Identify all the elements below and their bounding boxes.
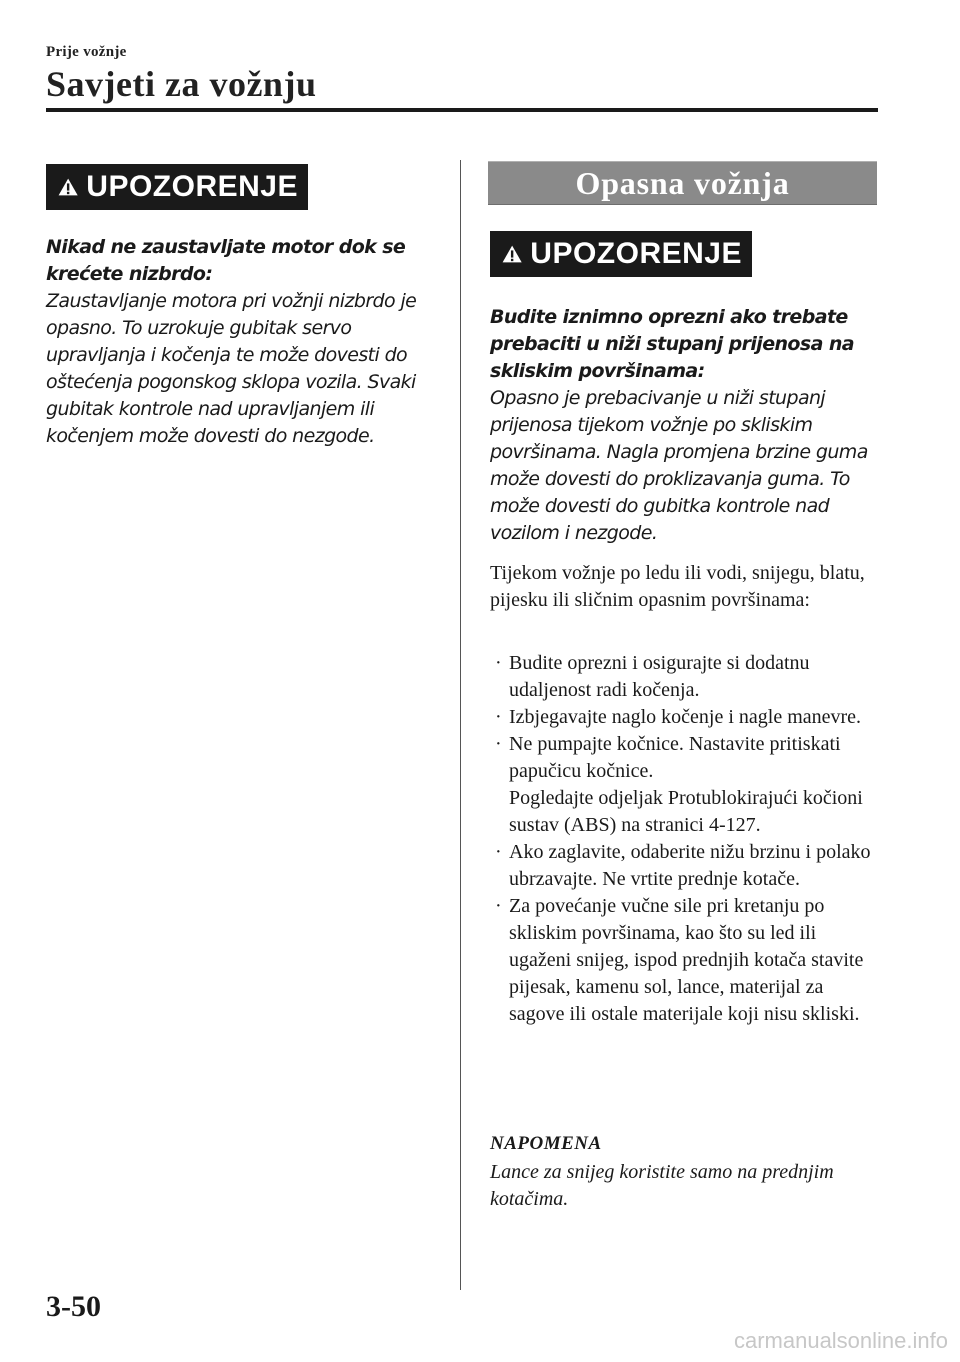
list-item: · Izbjegavajte naglo kočenje i nagle manevre. [495,706,862,728]
note-text: Lance za snijeg koristite samo na prednjim kotačima. [490,1161,834,1210]
page-number: 3-50 [46,1290,101,1323]
page-title: Savjeti za vožnju [46,64,317,104]
section-bar [488,161,877,205]
note-heading: NAPOMENA [490,1133,602,1154]
warning-triangle-icon [502,239,522,269]
list-item: · Ako zaglavite, odaberite nižu brzinu i polako ubrzavajte. Ne vrtite prednje kotače. [495,841,871,890]
list-item: · Ne pumpajte kočnice. Nastavite pritiskati papučicu kočnice. Pogledajte odjeljak Protublokirajući kočioni sustav (ABS) na stranici 4-127. [495,733,863,836]
right-warning-text: Opasno je prebacivanje u niži stupanj prijenosa tijekom vožnje po skliskim površinama. Nagla promjena brzine guma može dovesti do proklizavanja guma. To može dovesti do gubitka kontrole nad vozilom i nezgode. [490,387,868,544]
right-warning-content [490,304,880,547]
right-warning-badge [490,231,752,277]
left-warning-content [46,234,436,450]
list-item: · Budite oprezni i osigurajte si dodatnu udaljenost radi kočenja. [495,652,810,701]
section-title: Opasna vožnja [575,164,790,201]
watermark: carmanualsonline.info [733,1328,948,1353]
left-warning-label: UPOZORENJE [86,170,298,203]
header-rule [46,108,878,112]
column-divider [460,160,461,1290]
list-item: · Za povećanje vučne sile pri kretanju po skliskim površinama, kao što su led ili ugaženi snijeg, ispod prednjih kotača stavite pijesak, kamenu sol, lance, materijal za sagove ili ostale materijale koji nisu skliski. [495,895,864,1025]
right-warning-label: UPOZORENJE [530,237,742,270]
intro-paragraph: Tijekom vožnje po ledu ili vodi, snijegu, blatu, pijesku ili sličnim opasnim površinama: [490,562,865,611]
page-header [46,44,878,105]
right-warning-heading: Budite iznimno oprezni ako trebate prebaciti u niži stupanj prijenosa na skliskim površinama: [490,306,854,382]
left-warning-heading: Nikad ne zaustavljate motor dok se krećete nizbrdo: [46,236,406,285]
section-label: Prije vožnje [46,44,127,60]
left-warning-badge [46,164,308,210]
precaution-list [490,650,880,1028]
warning-triangle-icon [58,172,78,202]
left-warning-text: Zaustavljanje motora pri vožnji nizbrdo je opasno. To uzrokuje gubitak servo upravljanja i kočenja te može dovesti do oštećenja pogonskog sklopa vozila. Svaki gubitak kontrole nad upravljanjem ili kočenjem može dovesti do nezgode. [46,290,417,447]
abs-reference: Pogledajte odjeljak Protublokirajući kočioni sustav (ABS) na stranici 4-127. [509,787,863,836]
